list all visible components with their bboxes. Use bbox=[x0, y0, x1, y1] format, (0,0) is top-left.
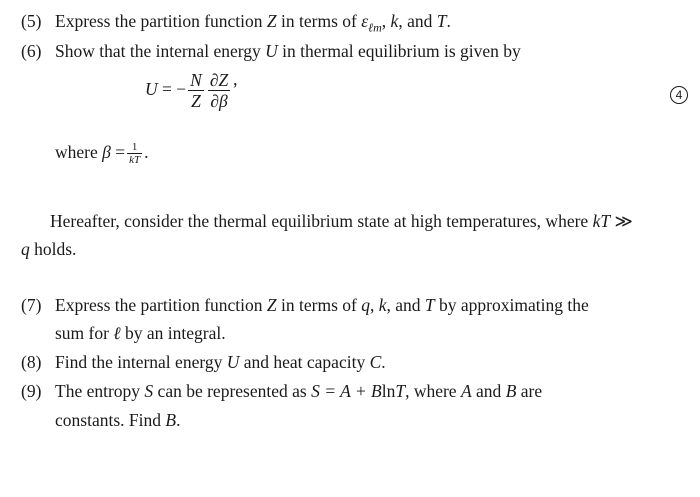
beta-definition bbox=[55, 136, 148, 168]
text: and heat capacity bbox=[243, 352, 366, 372]
var-t: T bbox=[436, 11, 447, 31]
equals: = bbox=[162, 79, 172, 99]
question-number: (7) bbox=[21, 295, 42, 315]
text: constants. Find bbox=[55, 410, 161, 430]
var-z: Z bbox=[266, 295, 277, 315]
equation-label-circled: 4 bbox=[670, 86, 688, 104]
comma: ’ bbox=[232, 79, 239, 99]
fraction-n-z bbox=[188, 70, 204, 111]
period: . bbox=[446, 11, 451, 31]
var-t: T bbox=[395, 381, 406, 401]
text: holds. bbox=[34, 239, 77, 259]
denominator: ∂β bbox=[210, 91, 228, 112]
period: . bbox=[381, 352, 386, 372]
question-number: (5) bbox=[21, 11, 42, 31]
text: Hereafter, consider the thermal equilibrium state at high temperatures, where bbox=[50, 211, 589, 231]
question-number: (8) bbox=[21, 352, 42, 372]
text: where bbox=[55, 142, 98, 162]
numerator: ∂Z bbox=[209, 70, 229, 91]
text: in thermal equilibrium is given by bbox=[282, 41, 521, 61]
text: The entropy bbox=[55, 381, 141, 401]
text: in terms of bbox=[281, 295, 357, 315]
ln: ln bbox=[381, 381, 396, 401]
text: , where bbox=[405, 381, 457, 401]
epsilon: ε bbox=[361, 11, 369, 31]
minus: − bbox=[176, 79, 187, 99]
comma: , bbox=[381, 11, 387, 31]
text: Express the partition function bbox=[55, 11, 263, 31]
numerator: 1 bbox=[127, 141, 142, 154]
var-u: U bbox=[265, 41, 278, 61]
var-t: T bbox=[424, 295, 435, 315]
text: Find the internal energy bbox=[55, 352, 223, 372]
epsilon-sub: ℓm bbox=[368, 20, 382, 35]
beta: β bbox=[102, 142, 111, 162]
equals: = bbox=[115, 142, 126, 162]
text: can be represented as bbox=[157, 381, 307, 401]
text: in terms of bbox=[281, 11, 357, 31]
var-ell: ℓ bbox=[113, 323, 121, 343]
text: , and bbox=[398, 11, 433, 31]
var-q: q bbox=[361, 295, 370, 315]
var-kt: kT bbox=[592, 211, 611, 231]
fraction-dz-dbeta bbox=[208, 70, 230, 111]
text: by an integral. bbox=[125, 323, 226, 343]
question-7-line2 bbox=[55, 322, 226, 344]
comma: , bbox=[369, 295, 375, 315]
numerator: N bbox=[190, 70, 202, 91]
much-greater: ≫ bbox=[614, 211, 633, 231]
question-9-line2 bbox=[55, 409, 180, 431]
var-b: B bbox=[165, 410, 177, 430]
var-k: k bbox=[378, 295, 387, 315]
fraction-1-kt bbox=[127, 141, 142, 166]
period: . bbox=[144, 142, 149, 162]
energy-equation bbox=[145, 68, 238, 111]
var-b: B bbox=[505, 381, 517, 401]
var-c: C bbox=[369, 352, 382, 372]
var-q: q bbox=[21, 239, 30, 259]
hereafter-paragraph-line2 bbox=[21, 238, 76, 260]
hereafter-paragraph bbox=[50, 210, 633, 232]
denominator: Z bbox=[191, 91, 201, 112]
entropy-formula: S = A + B bbox=[311, 381, 382, 401]
question-number: (6) bbox=[21, 41, 42, 61]
text: are bbox=[520, 381, 543, 401]
var-z: Z bbox=[266, 11, 277, 31]
var-u: U bbox=[226, 352, 240, 372]
text: , and bbox=[386, 295, 421, 315]
text: Express the partition function bbox=[55, 295, 263, 315]
var-s: S bbox=[144, 381, 154, 401]
text: and bbox=[476, 381, 502, 401]
denominator: kT bbox=[129, 154, 141, 167]
var-a: A bbox=[460, 381, 472, 401]
question-number: (9) bbox=[21, 381, 42, 401]
var-u: U bbox=[145, 79, 158, 99]
text: sum for bbox=[55, 323, 109, 343]
var-k: k bbox=[390, 11, 399, 31]
text: by approximating the bbox=[439, 295, 589, 315]
period: . bbox=[176, 410, 181, 430]
text: Show that the internal energy bbox=[55, 41, 261, 61]
